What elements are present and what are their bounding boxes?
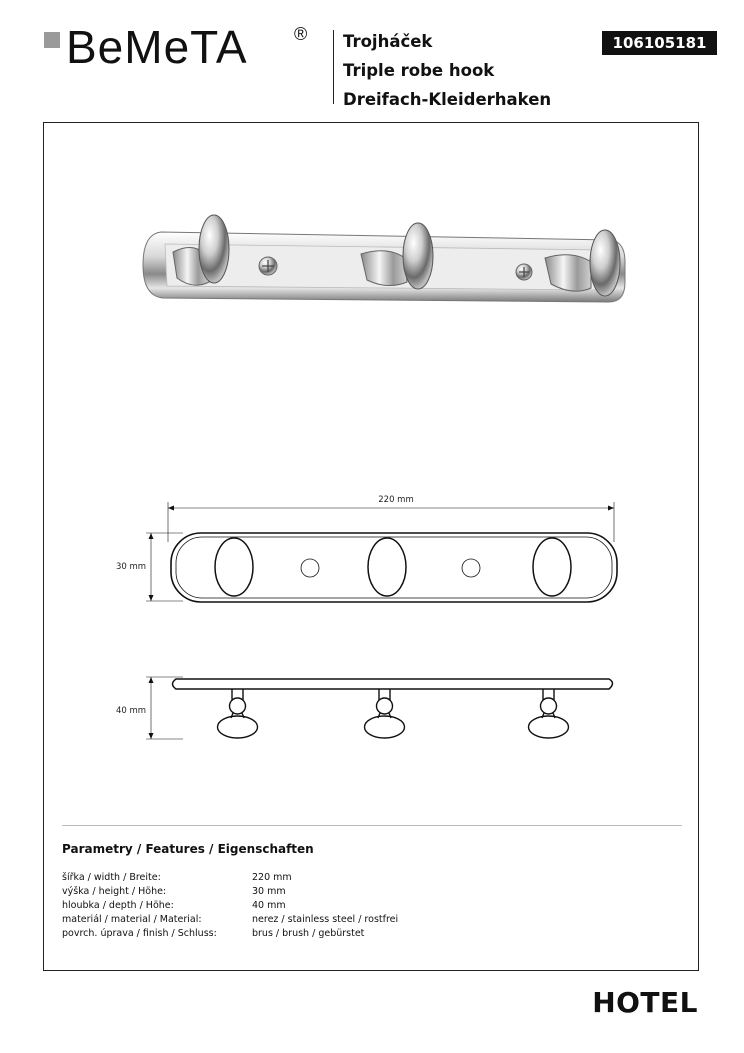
width-dimension-label: 220 mm	[378, 495, 414, 505]
feature-label: výška / height / Höhe:	[62, 886, 167, 897]
feature-value: 30 mm	[252, 886, 286, 897]
depth-dimension-label: 40 mm	[116, 706, 147, 716]
feature-label: povrch. úprava / finish / Schluss:	[62, 928, 217, 939]
product-titles	[343, 27, 551, 114]
collection-name: HOTEL	[592, 986, 698, 1019]
logo-square-icon	[44, 32, 60, 48]
product-drawing	[43, 122, 699, 822]
product-code-badge: 106105181	[602, 31, 717, 55]
feature-label: šířka / width / Breite:	[62, 872, 161, 883]
registered-mark: ®	[294, 24, 308, 44]
feature-label: hloubka / depth / Höhe:	[62, 900, 174, 911]
front-view-drawing	[146, 502, 617, 602]
brand-logo	[44, 21, 314, 76]
feature-value: nerez / stainless steel / rostfrei	[252, 914, 399, 925]
product-photo	[143, 215, 625, 302]
top-view-drawing	[146, 677, 613, 739]
title-en: Triple robe hook	[343, 61, 495, 80]
feature-value: 220 mm	[252, 872, 292, 883]
title-cz: Trojháček	[343, 32, 433, 51]
feature-label: materiál / material / Material:	[62, 914, 202, 925]
brand-name: BeMeTA	[66, 21, 248, 73]
height-dimension-label: 30 mm	[116, 562, 147, 572]
feature-value: brus / brush / gebürstet	[252, 928, 365, 939]
section-divider	[62, 825, 682, 826]
title-de: Dreifach-Kleiderhaken	[343, 90, 552, 109]
features-title: Parametry / Features / Eigenschaften	[62, 842, 314, 856]
title-divider	[333, 30, 334, 104]
feature-value: 40 mm	[252, 900, 286, 911]
